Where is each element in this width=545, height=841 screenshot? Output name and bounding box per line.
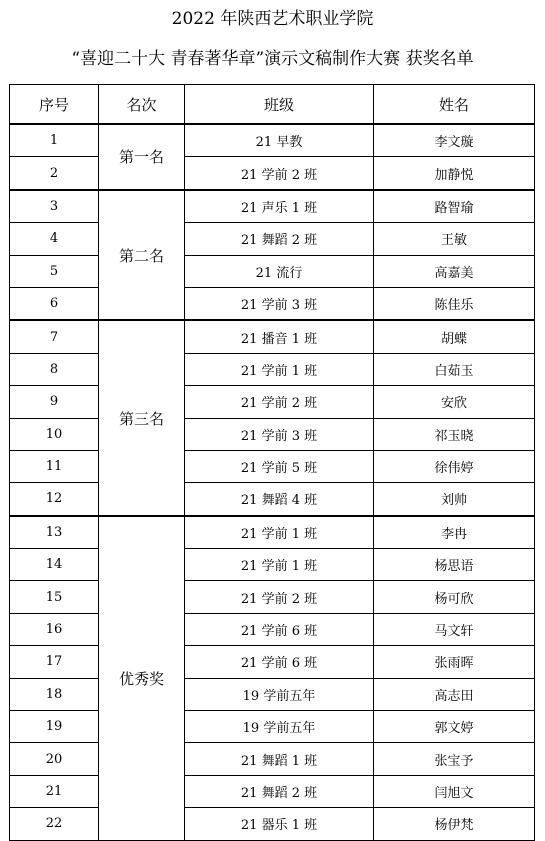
cell-number: 17 xyxy=(10,646,99,678)
cell-name: 张雨晖 xyxy=(374,646,535,678)
table-row xyxy=(10,613,535,645)
cell-class: 21 声乐 1 班 xyxy=(185,190,374,223)
table-header-row xyxy=(10,85,535,125)
cell-class: 21 舞蹈 2 班 xyxy=(185,223,374,255)
cell-class: 21 学前 6 班 xyxy=(185,646,374,678)
cell-name: 杨伊梵 xyxy=(374,808,535,840)
cell-class: 21 舞蹈 1 班 xyxy=(185,743,374,775)
table-row xyxy=(10,450,535,482)
cell-number: 7 xyxy=(10,320,99,353)
cell-number: 5 xyxy=(10,255,99,287)
table-row xyxy=(10,287,535,320)
cell-name: 白茹玉 xyxy=(374,353,535,385)
cell-class: 21 学前 3 班 xyxy=(185,418,374,450)
document-subtitle: “喜迎二十大 青春著华章”演示文稿制作大赛 获奖名单 xyxy=(71,49,474,69)
table-row xyxy=(10,223,535,255)
cell-name: 王敏 xyxy=(374,223,535,255)
table-row xyxy=(10,516,535,549)
cell-name: 李文璇 xyxy=(374,124,535,157)
cell-class: 19 学前五年 xyxy=(185,678,374,710)
cell-number: 16 xyxy=(10,613,99,645)
table-row xyxy=(10,255,535,287)
cell-name: 高志田 xyxy=(374,678,535,710)
cell-number: 20 xyxy=(10,743,99,775)
cell-number: 3 xyxy=(10,190,99,223)
table-row xyxy=(10,418,535,450)
cell-number: 6 xyxy=(10,287,99,320)
table-body xyxy=(10,124,535,840)
cell-number: 12 xyxy=(10,483,99,516)
cell-number: 18 xyxy=(10,678,99,710)
table-row xyxy=(10,386,535,418)
cell-number: 4 xyxy=(10,223,99,255)
cell-rank: 第三名 xyxy=(99,320,185,515)
table-row xyxy=(10,711,535,743)
cell-class: 21 学前 2 班 xyxy=(185,157,374,190)
cell-name: 杨可欣 xyxy=(374,581,535,613)
cell-rank: 第二名 xyxy=(99,190,185,321)
cell-number: 10 xyxy=(10,418,99,450)
cell-number: 14 xyxy=(10,549,99,581)
cell-name: 安欣 xyxy=(374,386,535,418)
cell-number: 2 xyxy=(10,157,99,190)
table-row xyxy=(10,157,535,190)
cell-class: 21 学前 2 班 xyxy=(185,581,374,613)
cell-class: 21 播音 1 班 xyxy=(185,320,374,353)
cell-class: 21 学前 1 班 xyxy=(185,549,374,581)
cell-name: 徐伟婷 xyxy=(374,450,535,482)
cell-name: 加静悦 xyxy=(374,157,535,190)
cell-number: 22 xyxy=(10,808,99,840)
cell-rank: 优秀奖 xyxy=(99,516,185,840)
cell-name: 陈佳乐 xyxy=(374,287,535,320)
table-row xyxy=(10,190,535,223)
cell-name: 高嘉美 xyxy=(374,255,535,287)
cell-class: 21 舞蹈 2 班 xyxy=(185,775,374,807)
table-row xyxy=(10,483,535,516)
header-number: 序号 xyxy=(10,85,99,125)
table-row xyxy=(10,549,535,581)
cell-name: 胡蝶 xyxy=(374,320,535,353)
cell-name: 李冉 xyxy=(374,516,535,549)
cell-class: 21 学前 1 班 xyxy=(185,516,374,549)
cell-class: 19 学前五年 xyxy=(185,711,374,743)
cell-name: 路智瑜 xyxy=(374,190,535,223)
table-row xyxy=(10,808,535,840)
cell-class: 21 学前 5 班 xyxy=(185,450,374,482)
cell-name: 祁玉晓 xyxy=(374,418,535,450)
cell-class: 21 舞蹈 4 班 xyxy=(185,483,374,516)
cell-name: 张宝予 xyxy=(374,743,535,775)
cell-number: 1 xyxy=(10,124,99,157)
header-class: 班级 xyxy=(185,85,374,125)
table-row xyxy=(10,646,535,678)
cell-number: 11 xyxy=(10,450,99,482)
table-row xyxy=(10,743,535,775)
cell-name: 郭文婷 xyxy=(374,711,535,743)
cell-number: 8 xyxy=(10,353,99,385)
cell-class: 21 流行 xyxy=(185,255,374,287)
cell-class: 21 学前 3 班 xyxy=(185,287,374,320)
header-name: 姓名 xyxy=(374,85,535,125)
cell-rank: 第一名 xyxy=(99,124,185,190)
table-row xyxy=(10,353,535,385)
award-table xyxy=(9,84,535,841)
document-title: 2022 年陕西艺术职业学院 xyxy=(171,9,374,29)
cell-number: 9 xyxy=(10,386,99,418)
cell-name: 刘帅 xyxy=(374,483,535,516)
cell-name: 杨思语 xyxy=(374,549,535,581)
cell-number: 13 xyxy=(10,516,99,549)
cell-name: 马文轩 xyxy=(374,613,535,645)
cell-class: 21 学前 1 班 xyxy=(185,353,374,385)
table-row xyxy=(10,124,535,157)
table-row xyxy=(10,775,535,807)
cell-name: 闫旭文 xyxy=(374,775,535,807)
cell-number: 21 xyxy=(10,775,99,807)
table-row xyxy=(10,320,535,353)
cell-class: 21 学前 6 班 xyxy=(185,613,374,645)
cell-class: 21 学前 2 班 xyxy=(185,386,374,418)
header-rank: 名次 xyxy=(99,85,185,125)
cell-class: 21 器乐 1 班 xyxy=(185,808,374,840)
cell-class: 21 早教 xyxy=(185,124,374,157)
table-row xyxy=(10,678,535,710)
cell-number: 19 xyxy=(10,711,99,743)
cell-number: 15 xyxy=(10,581,99,613)
table-row xyxy=(10,581,535,613)
